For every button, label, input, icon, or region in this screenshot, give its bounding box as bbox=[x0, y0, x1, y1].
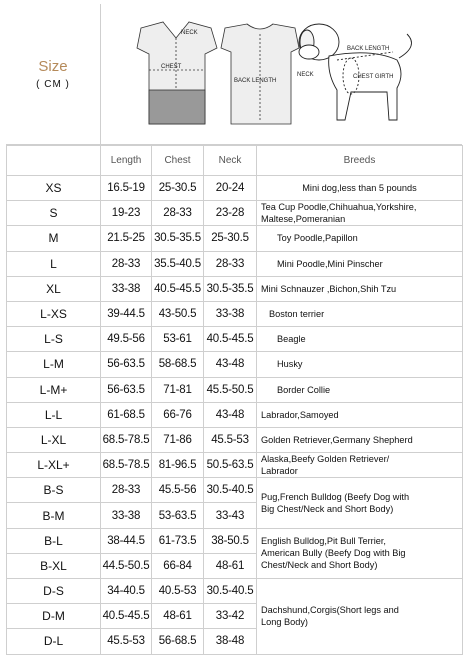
size-cell: L-L bbox=[7, 402, 101, 427]
size-label-cell bbox=[6, 4, 101, 144]
length-cell: 19-23 bbox=[101, 201, 152, 226]
size-cell: B-M bbox=[7, 503, 101, 528]
chest-cell: 56-68.5 bbox=[152, 629, 204, 654]
neck-cell: 20-24 bbox=[204, 176, 257, 201]
chest-cell: 81-96.5 bbox=[152, 453, 204, 478]
neck-cell: 25-30.5 bbox=[204, 226, 257, 251]
chest-label: CHEST bbox=[161, 64, 182, 70]
chest-cell: 28-33 bbox=[152, 201, 204, 226]
length-cell: 68.5-78.5 bbox=[101, 427, 152, 452]
size-table bbox=[6, 145, 463, 655]
size-cell: S bbox=[7, 201, 101, 226]
length-cell: 28-33 bbox=[101, 251, 152, 276]
breeds-cell: English Bulldog,Pit Bull Terrier, American Bully (Beefy Dog with Big Chest/Neck and Short Body) bbox=[257, 528, 463, 578]
table-row bbox=[7, 579, 463, 604]
neck-cell: 45.5-53 bbox=[204, 427, 257, 452]
neck-cell: 38-48 bbox=[204, 629, 257, 654]
size-cell: B-S bbox=[7, 478, 101, 503]
neck-cell: 50.5-63.5 bbox=[204, 453, 257, 478]
table-row bbox=[7, 276, 463, 301]
neck-cell: 23-28 bbox=[204, 201, 257, 226]
neck-cell: 28-33 bbox=[204, 251, 257, 276]
length-cell: 56-63.5 bbox=[101, 352, 152, 377]
neck-cell: 43-48 bbox=[204, 402, 257, 427]
breeds-cell: Alaska,Beefy Golden Retriever/ Labrador bbox=[257, 453, 463, 478]
breeds-cell: Boston terrier bbox=[257, 301, 463, 326]
chest-cell: 71-81 bbox=[152, 377, 204, 402]
table-row bbox=[7, 226, 463, 251]
chest-cell: 66-76 bbox=[152, 402, 204, 427]
breeds-cell: Mini dog,less than 5 pounds bbox=[257, 176, 463, 201]
chest-cell: 35.5-40.5 bbox=[152, 251, 204, 276]
shirt-back-drawing bbox=[221, 24, 299, 124]
size-title: Size bbox=[38, 58, 68, 75]
table-row bbox=[7, 251, 463, 276]
neck-cell: 33-42 bbox=[204, 604, 257, 629]
back-length-label: BACK LENGTH bbox=[234, 78, 277, 84]
size-cell: L-M bbox=[7, 352, 101, 377]
neck-cell: 38-50.5 bbox=[204, 528, 257, 553]
breeds-cell: Husky bbox=[257, 352, 463, 377]
size-cell: L-XL bbox=[7, 427, 101, 452]
length-cell: 33-38 bbox=[101, 276, 152, 301]
size-unit: ( CM ) bbox=[36, 79, 70, 90]
size-chart bbox=[6, 4, 462, 651]
breeds-cell: Border Collie bbox=[257, 377, 463, 402]
length-cell: 16.5-19 bbox=[101, 176, 152, 201]
column-header-size bbox=[7, 146, 101, 176]
length-cell: 49.5-56 bbox=[101, 327, 152, 352]
size-cell: M bbox=[7, 226, 101, 251]
dog-drawing bbox=[299, 24, 412, 120]
dog-neck-label: NECK bbox=[297, 72, 314, 78]
chest-cell: 45.5-56 bbox=[152, 478, 204, 503]
breeds-cell: Dachshund,Corgis(Short legs and Long Body) bbox=[257, 579, 463, 655]
neck-cell: 45.5-50.5 bbox=[204, 377, 257, 402]
breeds-cell: Toy Poodle,Papillon bbox=[257, 226, 463, 251]
chest-cell: 30.5-35.5 bbox=[152, 226, 204, 251]
chest-cell: 58-68.5 bbox=[152, 352, 204, 377]
chest-cell: 43-50.5 bbox=[152, 301, 204, 326]
table-row bbox=[7, 377, 463, 402]
size-cell: B-L bbox=[7, 528, 101, 553]
length-cell: 45.5-53 bbox=[101, 629, 152, 654]
size-cell: L-M+ bbox=[7, 377, 101, 402]
dog-back-length-label: BACK LENGTH bbox=[347, 46, 390, 52]
length-cell: 56-63.5 bbox=[101, 377, 152, 402]
size-cell: B-XL bbox=[7, 553, 101, 578]
chest-cell: 53-61 bbox=[152, 327, 204, 352]
chest-cell: 53-63.5 bbox=[152, 503, 204, 528]
table-row bbox=[7, 352, 463, 377]
size-cell: XL bbox=[7, 276, 101, 301]
table-header-row bbox=[7, 146, 463, 176]
neck-cell: 30.5-40.5 bbox=[204, 579, 257, 604]
column-header-chest: Chest bbox=[152, 146, 204, 176]
neck-cell: 30.5-40.5 bbox=[204, 478, 257, 503]
breeds-cell: Beagle bbox=[257, 327, 463, 352]
length-cell: 40.5-45.5 bbox=[101, 604, 152, 629]
table-row bbox=[7, 453, 463, 478]
length-cell: 34-40.5 bbox=[101, 579, 152, 604]
size-cell: L bbox=[7, 251, 101, 276]
dog-chest-girth-label: CHEST GIRTH bbox=[353, 74, 394, 80]
breeds-cell: Tea Cup Poodle,Chihuahua,Yorkshire, Maltese,Pomeranian bbox=[257, 201, 463, 226]
chest-cell: 66-84 bbox=[152, 553, 204, 578]
size-cell: L-S bbox=[7, 327, 101, 352]
chest-cell: 40.5-53 bbox=[152, 579, 204, 604]
neck-cell: 43-48 bbox=[204, 352, 257, 377]
neck-cell: 33-43 bbox=[204, 503, 257, 528]
neck-cell: 30.5-35.5 bbox=[204, 276, 257, 301]
length-cell: 61-68.5 bbox=[101, 402, 152, 427]
length-cell: 28-33 bbox=[101, 478, 152, 503]
table-body bbox=[7, 176, 463, 655]
length-cell: 38-44.5 bbox=[101, 528, 152, 553]
breeds-cell: Mini Schnauzer ,Bichon,Shih Tzu bbox=[257, 276, 463, 301]
table-row bbox=[7, 402, 463, 427]
chest-cell: 40.5-45.5 bbox=[152, 276, 204, 301]
neck-cell: 48-61 bbox=[204, 553, 257, 578]
shirt-front-drawing bbox=[137, 22, 217, 124]
table-row bbox=[7, 427, 463, 452]
size-cell: L-XS bbox=[7, 301, 101, 326]
table-row bbox=[7, 478, 463, 503]
measurement-illustration bbox=[101, 4, 462, 144]
length-cell: 39-44.5 bbox=[101, 301, 152, 326]
length-cell: 33-38 bbox=[101, 503, 152, 528]
size-cell: D-M bbox=[7, 604, 101, 629]
size-cell: D-S bbox=[7, 579, 101, 604]
table-row bbox=[7, 528, 463, 553]
length-cell: 68.5-78.5 bbox=[101, 453, 152, 478]
length-cell: 44.5-50.5 bbox=[101, 553, 152, 578]
neck-label: NECK bbox=[181, 30, 198, 36]
column-header-breeds: Breeds bbox=[257, 146, 463, 176]
table-row bbox=[7, 176, 463, 201]
chest-cell: 48-61 bbox=[152, 604, 204, 629]
table-row bbox=[7, 201, 463, 226]
size-cell: XS bbox=[7, 176, 101, 201]
column-header-length: Length bbox=[101, 146, 152, 176]
neck-cell: 40.5-45.5 bbox=[204, 327, 257, 352]
table-row bbox=[7, 301, 463, 326]
chest-cell: 71-86 bbox=[152, 427, 204, 452]
chest-cell: 61-73.5 bbox=[152, 528, 204, 553]
chart-header bbox=[6, 4, 462, 145]
breeds-cell: Labrador,Samoyed bbox=[257, 402, 463, 427]
table-row bbox=[7, 327, 463, 352]
breeds-cell: Pug,French Bulldog (Beefy Dog with Big Chest/Neck and Short Body) bbox=[257, 478, 463, 528]
size-cell: D-L bbox=[7, 629, 101, 654]
size-cell: L-XL+ bbox=[7, 453, 101, 478]
length-cell: 21.5-25 bbox=[101, 226, 152, 251]
chest-cell: 25-30.5 bbox=[152, 176, 204, 201]
neck-cell: 33-38 bbox=[204, 301, 257, 326]
breeds-cell: Mini Poodle,Mini Pinscher bbox=[257, 251, 463, 276]
column-header-neck: Neck bbox=[204, 146, 257, 176]
breeds-cell: Golden Retriever,Germany Shepherd bbox=[257, 427, 463, 452]
